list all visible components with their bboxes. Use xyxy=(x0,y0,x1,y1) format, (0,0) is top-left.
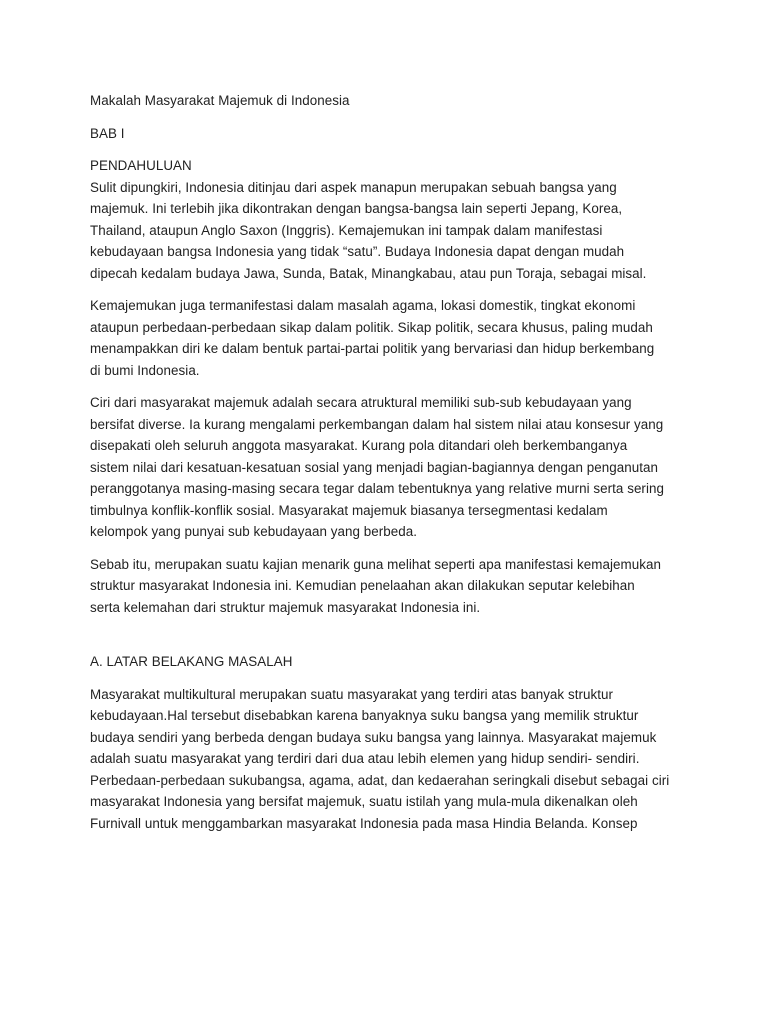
paragraph-line: kebudayaan bangsa Indonesia yang tidak “satu”. Budaya Indonesia dapat dengan mudah xyxy=(90,244,625,259)
paragraph-line: masyarakat Indonesia yang bersifat majemuk, suatu istilah yang mula-mula dikenalkan oleh xyxy=(90,794,638,809)
paragraph-line: disepakati oleh seluruh anggota masyarakat. Kurang pola ditandari oleh berkembanganya xyxy=(90,438,628,453)
paragraph-3 xyxy=(90,392,690,543)
chapter-title: PENDAHULUAN xyxy=(90,158,192,173)
paragraph-2 xyxy=(90,295,690,381)
paragraph-line: adalah suatu masyarakat yang terdiri dari dua atau lebih elemen yang hidup sendiri- sendiri. xyxy=(90,751,640,766)
paragraph-line: ataupun perbedaan-perbedaan sikap dalam politik. Sikap politik, secara khusus, paling mudah xyxy=(90,319,653,335)
paragraph-line: bersifat diverse. Ia kurang mengalami perkembangan dalam hal sistem nilai atau konsesur yang xyxy=(90,416,664,432)
document-content xyxy=(90,90,690,845)
paragraph-line: Perbedaan-perbedaan sukubangsa, agama, adat, dan kedaerahan seringkali disebut sebagai ciri xyxy=(90,772,670,788)
paragraph-line: timbulnya konflik-konflik sosial. Masyarakat majemuk biasanya tersegmentasi kedalam xyxy=(90,502,608,518)
paragraph-line: Furnivall untuk menggambarkan masyarakat Indonesia pada masa Hindia Belanda. Konsep xyxy=(90,815,638,831)
section-a-title: A. LATAR BELAKANG MASALAH xyxy=(90,654,293,669)
paragraph-line: Thailand, ataupun Anglo Saxon (Inggris). Kemajemukan ini tampak dalam manifestasi xyxy=(90,222,603,238)
chapter-label: BAB I xyxy=(90,125,125,141)
paragraph-line: Sulit dipungkiri, Indonesia ditinjau dari aspek manapun merupakan sebuah bangsa yang xyxy=(90,179,617,195)
paragraph-line: Masyarakat multikultural merupakan suatu masyarakat yang terdiri atas banyak struktur xyxy=(90,686,613,702)
document-title: Makalah Masyarakat Majemuk di Indonesia xyxy=(90,93,350,108)
paragraph-line: Kemajemukan juga termanifestasi dalam masalah agama, lokasi domestik, tingkat ekonomi xyxy=(90,298,636,313)
paragraph-line: serta kelemahan dari struktur majemuk masyarakat Indonesia ini. xyxy=(90,599,481,615)
paragraph-line: Sebab itu, merupakan suatu kajian menarik guna melihat seperti apa manifestasi kemajemukan xyxy=(90,556,661,572)
paragraph-line: menampakkan diri ke dalam bentuk partai-partai politik yang bervariasi dan hidup berkembang xyxy=(90,341,655,356)
paragraph-line: peranggotanya masing-masing secara tegar dalam tebentuknya yang relative murni serta sering xyxy=(90,481,664,496)
paragraph-line: kelompok yang punyai sub kebudayaan yang berbeda. xyxy=(90,524,418,539)
paragraph-line: majemuk. Ini terlebih jika dikontrakan dengan bangsa-bangsa lain seperti Jepang, Korea, xyxy=(90,201,623,216)
paragraph-line: dipecah kedalam budaya Jawa, Sunda, Batak, Minangkabau, atau pun Toraja, sebagai misal. xyxy=(90,265,647,281)
paragraph-1 xyxy=(90,177,690,285)
paragraph-line: budaya sendiri yang berbeda dengan budaya suku bangsa yang lainnya. Masyarakat majemuk xyxy=(90,729,657,745)
section-a-paragraph xyxy=(90,684,690,835)
paragraph-4 xyxy=(90,554,690,619)
paragraph-line: sistem nilai dari kesatuan-kesatuan sosial yang menjadi bagian-bagiannya dengan penganutan xyxy=(90,459,659,475)
paragraph-line: kebudayaan.Hal tersebut disebabkan karena banyaknya suku bangsa yang memilik struktur xyxy=(90,708,639,723)
paragraph-line: struktur masyarakat Indonesia ini. Kemudian penelaahan akan dilakukan seputar kelebihan xyxy=(90,578,635,593)
paragraph-line: di bumi Indonesia. xyxy=(90,362,200,378)
paragraph-line: Ciri dari masyarakat majemuk adalah secara atruktural memiliki sub-sub kebudayaan yang xyxy=(90,395,632,410)
